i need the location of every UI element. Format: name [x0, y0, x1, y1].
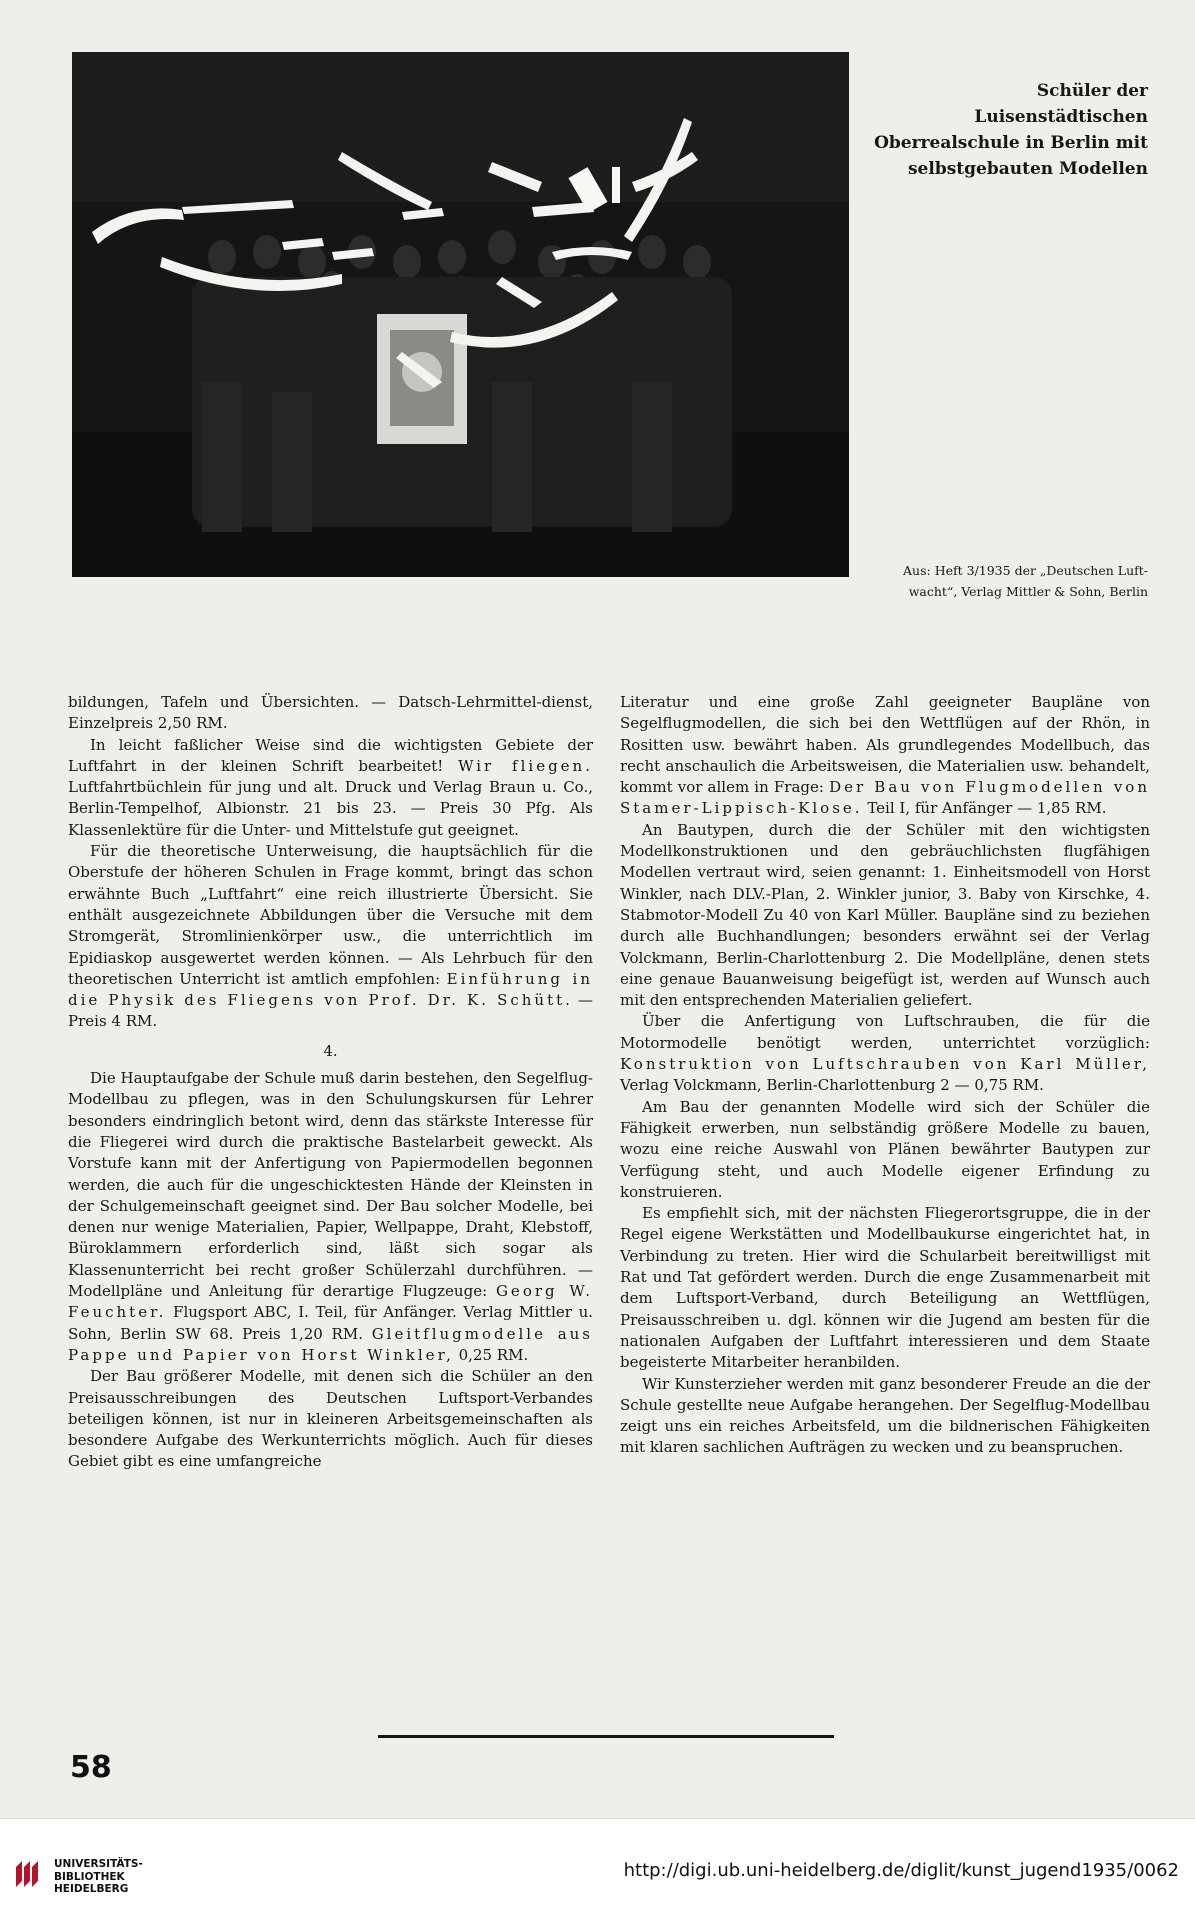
- spaced-title: Konstruktion von Luftschrauben von Karl Müller,: [620, 1055, 1150, 1074]
- text-run: In leicht faßlicher Weise sind die wichtigsten Gebiete der Luftfahrt in der kleinen Schrift bearbeitet!: [68, 735, 593, 775]
- photo-source-credit: [858, 560, 1148, 602]
- text-column-left: [68, 692, 593, 1473]
- source-line-1: Aus: Heft 3/1935 der „Deutschen Luft-: [903, 563, 1148, 578]
- paragraph: Der Bau größerer Modelle, mit denen sich die Schüler an den Preisausschreibungen des Deutschen Luftsport-Verbandes beteiligen können, ist nur in kleineren Arbeitsgemeinschaften als besondere Aufgabe des Werkunterrichts möglich. Auch für dieses Gebiet gibt es eine umfangreiche: [68, 1367, 593, 1471]
- logo-line-3: HEIDELBERG: [54, 1883, 129, 1895]
- text-run: Literatur und eine große Zahl geeigneter Baupläne von Segelflugmodellen, die sich bei den Wettflügen auf der Rhön, in Rositten usw. bewährt haben. Als grundlegendes Modellbuch, das recht anschaulich die Arbeitsweisen, die Materialien usw. behandelt, kommt vor allem in Frage:: [620, 693, 1150, 797]
- spaced-title: Einführung in die Physik des Fliegens von Prof. Dr. K. Schütt.: [68, 969, 593, 1010]
- paragraph: Am Bau der genannten Modelle wird sich der Schüler die Fähigkeit erwerben, nun selbständig größere Modelle zu bauen, wozu eine reiche Auswahl von Plänen bewährter Bautypen zur Verfügung steht, und auch Modelle eigener Erfindung zu konstruieren.: [620, 1097, 1150, 1201]
- source-line-2: wacht“, Verlag Mittler & Sohn, Berlin: [908, 584, 1148, 599]
- closing-rule: [378, 1735, 834, 1738]
- photograph-students-with-models: [72, 52, 849, 577]
- caption-line-2: Oberrealschule in Berlin mit: [874, 133, 1148, 153]
- spaced-title: Der Bau von Flugmodellen von Stamer-Lippisch-Klose.: [620, 778, 1150, 818]
- paragraph: Es empfiehlt sich, mit der nächsten Fliegerortsgruppe, die in der Regel eigene Werkstätten und Modellbaukurse eingerichtet hat, in Verbindung zu treten. Hier wird die Schularbeit bereitwilligst mit Rat und Tat gefördert werden. Durch die enge Zusammenarbeit mit dem Luftsport-Verband, durch Beteiligung an Wettflügen, Preisausschreiben u. dgl. können wir die Jugend am besten für die nationalen Aufgaben der Luftfahrt interessieren und dem Staate begeisterte Mitarbeiter heranbilden.: [620, 1204, 1150, 1372]
- spaced-author: Georg W. Feuchter.: [68, 1282, 593, 1322]
- paragraph: [620, 692, 1150, 820]
- text-run: Über die Anfertigung von Luftschrauben, die für die Motormodelle benötigt werden, unterrichtet vorzüglich:: [620, 1012, 1150, 1052]
- page-url-link[interactable]: http://digi.ub.uni-heidelberg.de/diglit/kunst_jugend1935/0062: [623, 1860, 1179, 1881]
- photo-caption: [868, 78, 1148, 182]
- caption-line-1: Schüler der Luisenstädtischen: [974, 81, 1148, 127]
- text-run: Für die theoretische Unterweisung, die hauptsächlich für die Oberstufe der höheren Schulen in Frage kommt, bringt das schon erwähnte Buch „Luftfahrt“ eine reich illustrierte Übersicht. Sie enthält ausgezeichnete Abbildungen über die Versuche mit dem Stromgerät, Stromlinienkörper usw., die unterrichtlich im Epidiaskop ausgewertet werden können. — Als Lehrbuch für den theoretischen Unterricht ist amtlich empfohlen:: [68, 842, 593, 988]
- text-run: Teil I, für Anfänger — 1,85 RM.: [867, 799, 1107, 818]
- paragraph: bildungen, Tafeln und Übersichten. — Datsch-Lehrmittel-dienst, Einzelpreis 2,50 RM.: [68, 693, 593, 733]
- photo-illustration: [72, 52, 849, 577]
- caption-line-3: selbstgebauten Modellen: [907, 159, 1148, 179]
- text-run: 0,25 RM.: [458, 1345, 529, 1364]
- logo-line-1: UNIVERSITÄTS-: [54, 1858, 143, 1870]
- spaced-title: Gleitflugmodelle aus Pappe und Papier von Horst Winkler,: [68, 1324, 593, 1364]
- viewer-footer: [0, 1818, 1195, 1909]
- paragraph: [68, 1068, 593, 1366]
- text-run: — Preis 4 RM.: [68, 991, 593, 1031]
- page-number: 58: [70, 1750, 112, 1785]
- paragraph: [620, 1011, 1150, 1096]
- text-run: Verlag Volckmann, Berlin-Charlottenburg 2 — 0,75 RM.: [620, 1076, 1044, 1095]
- section-number: 4.: [323, 1041, 338, 1060]
- text-column-right: [620, 692, 1150, 1459]
- text-run: Die Hauptaufgabe der Schule muß darin bestehen, den Segelflug-Modellbau zu pflegen, was in den Schulungskursen für Lehrer besonders eindringlich betont wird, denn das stärkste Interesse für die Fliegerei wird durch die praktische Bastelarbeit geweckt. Als Vorstufe kann mit der Anfertigung von Papiermodellen begonnen werden, die auch für die ungeschicktesten Hände der Kleinsten in der Schulgemeinschaft geeignet sind. Der Bau solcher Modelle, bei denen nur wenige Materialien, Papier, Wellpappe, Draht, Klebstoff, Büroklammern erforderlich sind, läßt sich sogar als Klassenunterricht bei recht großer Schülerzahl durchführen. — Modellpläne und Anleitung für derartige Flugzeuge:: [68, 1069, 593, 1301]
- spaced-title: Wir fliegen.: [458, 756, 593, 775]
- paragraph: An Bautypen, durch die der Schüler mit den wichtigsten Modellkonstruktionen und den gebräuchlichsten flugfähigen Modellen vertraut wird, seien genannt: 1. Einheitsmodell von Horst Winkler, nach DLV.-Plan, 2. Winkler junior, 3. Baby von Kirschke, 4. Stabmotor-Modell Zu 40 von Karl Müller. Baupläne sind zu beziehen durch alle Buchhandlungen; besonders erwähnt sei der Verlag Volckmann, Berlin-Charlottenburg 2. Die Modellpläne, denen stets eine genaue Bauanweisung beigefügt ist, werden auf Wunsch auch mit den entsprechenden Materialien geliefert.: [620, 820, 1150, 1010]
- paragraph: [68, 841, 593, 1033]
- library-logo-text[interactable]: [54, 1858, 143, 1896]
- text-run: Luftfahrtbüchlein für jung und alt. Druck und Verlag Braun u. Co., Berlin-Tempelhof, Albionstr. 21 bis 23. — Preis 30 Pfg. Als Klassenlektüre für die Unter- und Mittelstufe gut geeignet.: [68, 778, 593, 839]
- paragraph: Wir Kunsterzieher werden mit ganz besonderer Freude an die der Schule gestellte neue Aufgabe herangehen. Der Segelflug-Modellbau zeigt uns ein reiches Arbeitsfeld, um die bildnerischen Fähigkeiten mit klaren sachlichen Aufträgen zu wecken und zu beanspruchen.: [620, 1374, 1150, 1457]
- logo-line-2: BIBLIOTHEK: [54, 1870, 125, 1883]
- text-run: Flugsport ABC, I. Teil, für Anfänger. Verlag Mittler u. Sohn, Berlin SW 68. Preis 1,20 RM.: [68, 1303, 593, 1343]
- library-logo-icon: [14, 1859, 44, 1889]
- paragraph: [68, 735, 593, 841]
